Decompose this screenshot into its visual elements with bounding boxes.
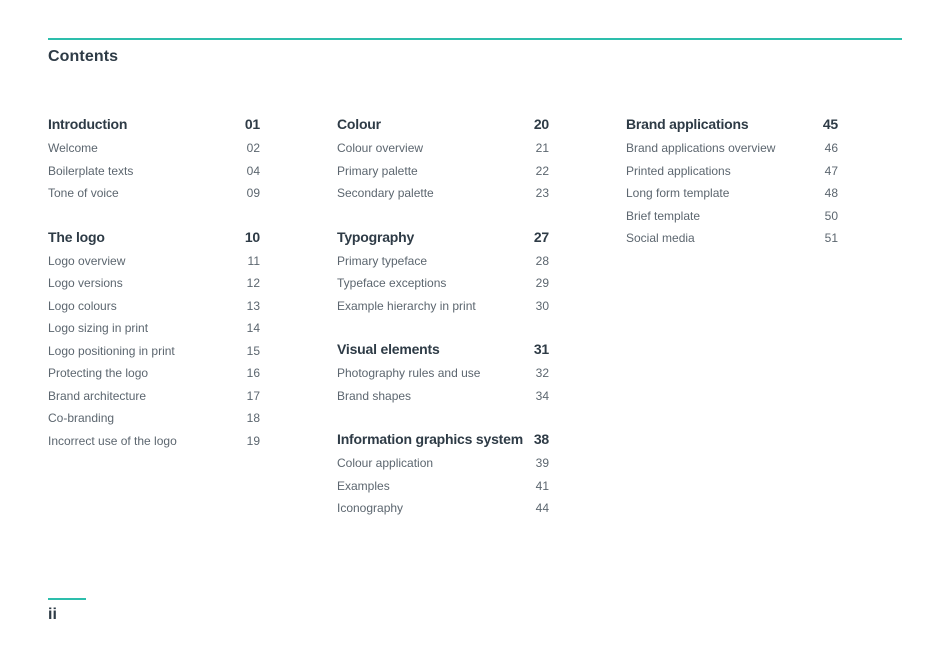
toc-item bbox=[337, 137, 549, 160]
toc-item-label: Printed applications bbox=[626, 163, 731, 178]
toc-section-title: Visual elements bbox=[337, 341, 440, 357]
toc-section-title: Typography bbox=[337, 228, 415, 245]
toc-section-title: Colour bbox=[337, 116, 381, 132]
top-divider-rule bbox=[48, 38, 902, 40]
toc-section bbox=[337, 115, 549, 205]
toc-item-label: Logo versions bbox=[48, 276, 123, 290]
toc-item bbox=[48, 182, 260, 205]
page-title: Contents bbox=[48, 48, 119, 65]
toc-item bbox=[48, 160, 260, 183]
contents-column bbox=[337, 115, 549, 543]
toc-item-page: 32 bbox=[535, 366, 549, 380]
toc-item-label: Primary palette bbox=[337, 163, 418, 178]
toc-item-label: Colour application bbox=[337, 456, 434, 470]
toc-item-label: Photography rules and use bbox=[337, 366, 481, 380]
toc-item-page: 18 bbox=[246, 411, 260, 425]
toc-item bbox=[48, 272, 260, 295]
toc-section-header bbox=[48, 115, 260, 134]
toc-item-page: 44 bbox=[535, 501, 549, 515]
toc-section-page: 27 bbox=[533, 228, 549, 245]
toc-section bbox=[48, 115, 260, 205]
toc-item-page: 09 bbox=[246, 186, 260, 200]
contents-columns bbox=[48, 115, 838, 543]
toc-item-label: Co-branding bbox=[48, 411, 115, 425]
toc-item-page: 14 bbox=[246, 321, 260, 335]
toc-item-label: Brand shapes bbox=[337, 388, 412, 403]
toc-item bbox=[337, 182, 549, 205]
toc-section bbox=[337, 430, 549, 520]
toc-item-label: Brief template bbox=[626, 208, 701, 223]
toc-item bbox=[626, 227, 838, 250]
toc-item bbox=[48, 340, 260, 363]
toc-section-header bbox=[626, 115, 838, 134]
contents-column bbox=[626, 115, 838, 543]
toc-section-title: Introduction bbox=[48, 116, 128, 132]
toc-item-label: Boilerplate texts bbox=[48, 163, 134, 178]
toc-item bbox=[337, 160, 549, 183]
toc-item-page: 19 bbox=[246, 433, 260, 448]
toc-item bbox=[337, 362, 549, 385]
toc-item-page: 02 bbox=[246, 141, 260, 155]
toc-item-label: Brand architecture bbox=[48, 388, 147, 403]
toc-item bbox=[48, 317, 260, 340]
toc-item-page: 13 bbox=[246, 298, 260, 313]
toc-item-page: 16 bbox=[246, 366, 260, 380]
toc-section-page: 10 bbox=[244, 228, 260, 245]
toc-item bbox=[337, 497, 549, 520]
toc-item-page: 48 bbox=[824, 186, 838, 200]
toc-item-label: Secondary palette bbox=[337, 186, 434, 200]
toc-section-header bbox=[337, 430, 549, 449]
toc-item bbox=[337, 385, 549, 408]
toc-section bbox=[626, 115, 838, 250]
toc-item bbox=[337, 475, 549, 498]
toc-section-header bbox=[48, 228, 260, 247]
toc-item bbox=[48, 362, 260, 385]
toc-item-label: Iconography bbox=[337, 501, 404, 515]
toc-item-label: Primary typeface bbox=[337, 253, 428, 268]
toc-item bbox=[48, 430, 260, 453]
toc-item-page: 30 bbox=[535, 298, 549, 313]
toc-item-label: Colour overview bbox=[337, 141, 424, 155]
toc-item-page: 23 bbox=[535, 186, 549, 200]
toc-item-label: Tone of voice bbox=[48, 186, 119, 200]
toc-item-label: Typeface exceptions bbox=[337, 276, 447, 290]
toc-item-page: 50 bbox=[824, 208, 838, 223]
toc-item bbox=[626, 182, 838, 205]
toc-item bbox=[48, 137, 260, 160]
toc-section-header bbox=[337, 228, 549, 247]
toc-item-label: Long form template bbox=[626, 186, 730, 200]
toc-item-label: Incorrect use of the logo bbox=[48, 433, 177, 448]
toc-item-label: Protecting the logo bbox=[48, 366, 149, 380]
toc-item-page: 34 bbox=[535, 388, 549, 403]
contents-column bbox=[48, 115, 260, 543]
toc-item-page: 29 bbox=[535, 276, 549, 290]
toc-section-header bbox=[337, 340, 549, 359]
toc-item-page: 21 bbox=[535, 141, 549, 155]
footer-divider-rule bbox=[48, 598, 86, 600]
toc-section-page: 01 bbox=[244, 116, 260, 132]
toc-section-title: Information graphics system bbox=[337, 431, 523, 447]
toc-item bbox=[48, 407, 260, 430]
toc-item bbox=[48, 385, 260, 408]
toc-section bbox=[48, 228, 260, 453]
toc-item bbox=[337, 250, 549, 273]
toc-section bbox=[337, 340, 549, 407]
toc-item-label: Logo positioning in print bbox=[48, 343, 175, 358]
toc-section-title: The logo bbox=[48, 228, 105, 245]
toc-item-label: Logo colours bbox=[48, 298, 117, 313]
toc-item-page: 51 bbox=[824, 231, 838, 245]
toc-item-label: Example hierarchy in print bbox=[337, 298, 476, 313]
toc-item bbox=[337, 452, 549, 475]
toc-item bbox=[48, 295, 260, 318]
toc-section-page: 31 bbox=[533, 341, 549, 357]
toc-section-header bbox=[337, 115, 549, 134]
toc-section-page: 38 bbox=[533, 431, 549, 447]
toc-item-label: Examples bbox=[337, 478, 390, 493]
toc-section-page: 20 bbox=[533, 116, 549, 132]
toc-item-page: 15 bbox=[246, 343, 260, 358]
toc-section bbox=[337, 228, 549, 318]
toc-item bbox=[626, 160, 838, 183]
toc-item-page: 39 bbox=[535, 456, 549, 470]
toc-item-page: 22 bbox=[535, 163, 549, 178]
toc-item-label: Logo overview bbox=[48, 253, 126, 268]
page-number: ii bbox=[48, 606, 57, 623]
toc-item-page: 47 bbox=[824, 163, 838, 178]
toc-item-label: Logo sizing in print bbox=[48, 321, 149, 335]
toc-item bbox=[337, 295, 549, 318]
toc-item-page: 41 bbox=[535, 478, 549, 493]
toc-item-page: 11 bbox=[247, 253, 260, 268]
toc-section-title: Brand applications bbox=[626, 116, 749, 132]
toc-item-label: Social media bbox=[626, 231, 695, 245]
toc-item-page: 28 bbox=[535, 253, 549, 268]
toc-item-label: Welcome bbox=[48, 141, 98, 155]
toc-item-page: 12 bbox=[246, 276, 260, 290]
toc-item bbox=[48, 250, 260, 273]
toc-section-page: 45 bbox=[822, 116, 838, 132]
toc-item-page: 17 bbox=[246, 388, 260, 403]
toc-item bbox=[626, 137, 838, 160]
toc-item bbox=[626, 205, 838, 228]
toc-item-label: Brand applications overview bbox=[626, 141, 776, 155]
toc-item bbox=[337, 272, 549, 295]
toc-item-page: 04 bbox=[246, 163, 260, 178]
toc-item-page: 46 bbox=[824, 141, 838, 155]
